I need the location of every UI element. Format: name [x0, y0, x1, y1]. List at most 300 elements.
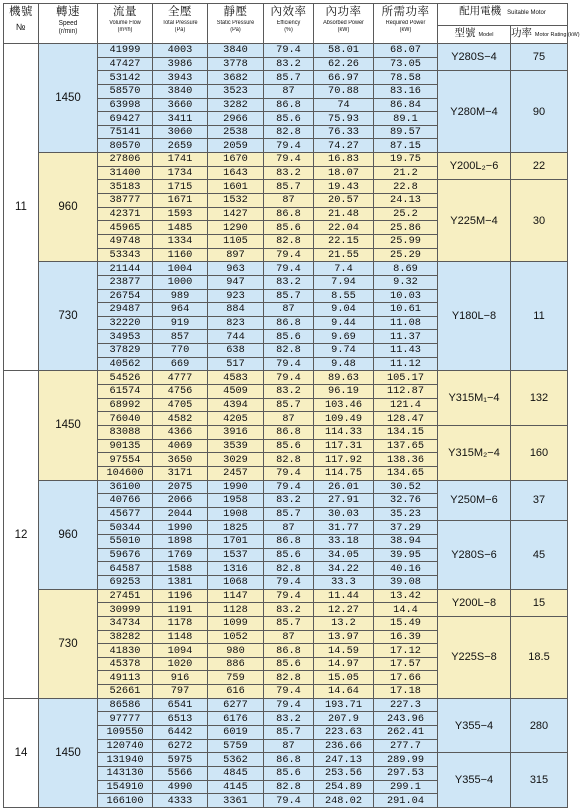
efficiency-cell: 79.4 [264, 262, 314, 276]
total-pressure-cell: 4003 [153, 44, 208, 58]
efficiency-cell: 83.2 [264, 275, 314, 289]
motor-model-cell: Y200L−8 [438, 589, 511, 616]
flow-cell: 109550 [98, 726, 153, 740]
required-power-cell: 89.57 [374, 125, 438, 139]
total-pressure-cell: 1196 [153, 589, 208, 603]
required-power-cell: 25.2 [374, 207, 438, 221]
header-total-pressure-sub: Total Pressure [162, 19, 198, 26]
efficiency-cell: 79.4 [264, 44, 314, 58]
header-speed-sub: Speed [58, 19, 78, 27]
flow-cell: 45677 [98, 507, 153, 521]
header-machine-label: 機號 [9, 6, 33, 18]
flow-cell: 104600 [98, 466, 153, 480]
static-pressure-cell: 1052 [208, 630, 264, 644]
absorbed-power-cell: 74.27 [314, 139, 374, 153]
efficiency-cell: 79.4 [264, 357, 314, 371]
required-power-cell: 15.49 [374, 616, 438, 630]
required-power-cell: 21.2 [374, 166, 438, 180]
speed-cell: 960 [39, 480, 98, 589]
speed-cell: 1450 [39, 371, 98, 480]
motor-model-cell: Y250M−6 [438, 480, 511, 521]
total-pressure-cell: 964 [153, 303, 208, 317]
efficiency-cell: 87 [264, 194, 314, 208]
header-static-pressure-sub: Static Pressure [216, 19, 255, 26]
flow-cell: 68992 [98, 398, 153, 412]
static-pressure-cell: 4845 [208, 766, 264, 780]
motor-rating-cell: 37 [511, 480, 568, 521]
required-power-cell: 39.95 [374, 548, 438, 562]
total-pressure-cell: 4582 [153, 412, 208, 426]
efficiency-cell: 85.7 [264, 726, 314, 740]
efficiency-cell: 87 [264, 739, 314, 753]
required-power-cell: 291.04 [374, 794, 438, 808]
efficiency-cell: 85.6 [264, 657, 314, 671]
required-power-cell: 277.7 [374, 739, 438, 753]
static-pressure-cell: 1701 [208, 535, 264, 549]
total-pressure-cell: 5975 [153, 753, 208, 767]
required-power-cell: 10.03 [374, 289, 438, 303]
efficiency-cell: 79.4 [264, 698, 314, 712]
efficiency-cell: 85.6 [264, 766, 314, 780]
flow-cell: 26754 [98, 289, 153, 303]
flow-cell: 31400 [98, 166, 153, 180]
efficiency-cell: 82.8 [264, 453, 314, 467]
total-pressure-cell: 3650 [153, 453, 208, 467]
flow-cell: 45965 [98, 221, 153, 235]
motor-model-cell: Y225S−8 [438, 616, 511, 698]
static-pressure-cell: 897 [208, 248, 264, 262]
static-pressure-cell: 1825 [208, 521, 264, 535]
header-model-label: 型號 [454, 27, 476, 39]
flow-cell: 58570 [98, 84, 153, 98]
header-total-pressure [153, 4, 208, 44]
total-pressure-cell: 3840 [153, 84, 208, 98]
motor-rating-cell: 11 [511, 262, 568, 371]
required-power-cell: 243.96 [374, 712, 438, 726]
total-pressure-cell: 1898 [153, 535, 208, 549]
total-pressure-cell: 4756 [153, 385, 208, 399]
static-pressure-cell: 823 [208, 316, 264, 330]
efficiency-cell: 85.7 [264, 71, 314, 85]
header-static-pressure [208, 4, 264, 44]
total-pressure-cell: 5566 [153, 766, 208, 780]
motor-model-cell: Y200L₂−6 [438, 153, 511, 180]
total-pressure-cell: 3411 [153, 112, 208, 126]
absorbed-power-cell: 34.05 [314, 548, 374, 562]
static-pressure-cell: 886 [208, 657, 264, 671]
efficiency-cell: 83.2 [264, 385, 314, 399]
required-power-cell: 134.15 [374, 425, 438, 439]
total-pressure-cell: 1004 [153, 262, 208, 276]
static-pressure-cell: 517 [208, 357, 264, 371]
absorbed-power-cell: 13.97 [314, 630, 374, 644]
header-required-power-unit: (kW) [399, 26, 412, 33]
efficiency-cell: 86.8 [264, 753, 314, 767]
efficiency-cell: 85.6 [264, 112, 314, 126]
table-row [4, 589, 568, 603]
static-pressure-cell: 1128 [208, 603, 264, 617]
required-power-cell: 37.29 [374, 521, 438, 535]
total-pressure-cell: 797 [153, 685, 208, 699]
header-machine-sub: № [15, 21, 27, 32]
flow-cell: 76040 [98, 412, 153, 426]
efficiency-cell: 79.4 [264, 371, 314, 385]
table-row [4, 371, 568, 385]
flow-cell: 61574 [98, 385, 153, 399]
static-pressure-cell: 1099 [208, 616, 264, 630]
total-pressure-cell: 916 [153, 671, 208, 685]
header-required-power-sub: Required Power [385, 19, 426, 26]
total-pressure-cell: 1334 [153, 234, 208, 248]
efficiency-cell: 87 [264, 412, 314, 426]
static-pressure-cell: 1990 [208, 480, 264, 494]
motor-model-cell: Y280M−4 [438, 71, 511, 153]
static-pressure-cell: 4394 [208, 398, 264, 412]
flow-cell: 120740 [98, 739, 153, 753]
efficiency-cell: 79.4 [264, 589, 314, 603]
motor-rating-cell: 18.5 [511, 616, 568, 698]
absorbed-power-cell: 33.3 [314, 575, 374, 589]
required-power-cell: 8.69 [374, 262, 438, 276]
motor-rating-cell: 160 [511, 425, 568, 480]
efficiency-cell: 85.7 [264, 398, 314, 412]
static-pressure-cell: 1670 [208, 153, 264, 167]
flow-cell: 40562 [98, 357, 153, 371]
header-model-group [438, 26, 510, 42]
flow-cell: 38777 [98, 194, 153, 208]
required-power-cell: 11.43 [374, 344, 438, 358]
required-power-cell: 38.94 [374, 535, 438, 549]
required-power-cell: 10.61 [374, 303, 438, 317]
total-pressure-cell: 6541 [153, 698, 208, 712]
absorbed-power-cell: 117.92 [314, 453, 374, 467]
required-power-cell: 134.65 [374, 466, 438, 480]
header-flow [98, 4, 153, 44]
total-pressure-cell: 1191 [153, 603, 208, 617]
static-pressure-cell: 3916 [208, 425, 264, 439]
absorbed-power-cell: 75.93 [314, 112, 374, 126]
total-pressure-cell: 4705 [153, 398, 208, 412]
flow-cell: 154910 [98, 780, 153, 794]
fan-performance-sheet [3, 3, 580, 808]
efficiency-cell: 85.6 [264, 439, 314, 453]
static-pressure-cell: 1532 [208, 194, 264, 208]
header-flow-sub: Volume Flow [109, 19, 141, 26]
efficiency-cell: 87 [264, 521, 314, 535]
static-pressure-cell: 4509 [208, 385, 264, 399]
absorbed-power-cell: 22.15 [314, 234, 374, 248]
required-power-cell: 9.32 [374, 275, 438, 289]
absorbed-power-cell: 27.91 [314, 494, 374, 508]
total-pressure-cell: 2044 [153, 507, 208, 521]
flow-cell: 42371 [98, 207, 153, 221]
efficiency-cell: 82.8 [264, 671, 314, 685]
absorbed-power-cell: 74 [314, 98, 374, 112]
header-efficiency-unit: (%) [284, 26, 293, 33]
efficiency-cell: 79.4 [264, 575, 314, 589]
header-motor-group [438, 6, 567, 17]
total-pressure-cell: 1588 [153, 562, 208, 576]
required-power-cell: 299.1 [374, 780, 438, 794]
static-pressure-cell: 744 [208, 330, 264, 344]
efficiency-cell: 85.7 [264, 180, 314, 194]
machine-number-cell: 14 [4, 698, 39, 807]
flow-cell: 29487 [98, 303, 153, 317]
required-power-cell: 112.87 [374, 385, 438, 399]
motor-rating-cell: 280 [511, 698, 568, 753]
total-pressure-cell: 6513 [153, 712, 208, 726]
absorbed-power-cell: 114.33 [314, 425, 374, 439]
speed-cell: 1450 [39, 698, 98, 807]
speed-cell: 960 [39, 153, 98, 262]
absorbed-power-cell: 11.44 [314, 589, 374, 603]
header-rating-group [511, 26, 580, 42]
motor-model-cell: Y280S−4 [438, 44, 511, 71]
required-power-cell: 30.52 [374, 480, 438, 494]
static-pressure-cell: 1105 [208, 234, 264, 248]
static-pressure-cell: 638 [208, 344, 264, 358]
absorbed-power-cell: 20.57 [314, 194, 374, 208]
efficiency-cell: 85.6 [264, 330, 314, 344]
required-power-cell: 25.86 [374, 221, 438, 235]
static-pressure-cell: 980 [208, 644, 264, 658]
static-pressure-cell: 5759 [208, 739, 264, 753]
absorbed-power-cell: 223.63 [314, 726, 374, 740]
flow-cell: 37829 [98, 344, 153, 358]
required-power-cell: 89.1 [374, 112, 438, 126]
absorbed-power-cell: 7.4 [314, 262, 374, 276]
flow-cell: 35183 [98, 180, 153, 194]
total-pressure-cell: 989 [153, 289, 208, 303]
absorbed-power-cell: 247.13 [314, 753, 374, 767]
total-pressure-cell: 3060 [153, 125, 208, 139]
required-power-cell: 227.3 [374, 698, 438, 712]
efficiency-cell: 83.2 [264, 57, 314, 71]
efficiency-cell: 86.8 [264, 316, 314, 330]
flow-cell: 41999 [98, 44, 153, 58]
header-rating-label: 功率 [511, 27, 532, 39]
motor-rating-cell: 22 [511, 153, 568, 180]
required-power-cell: 11.12 [374, 357, 438, 371]
flow-cell: 86586 [98, 698, 153, 712]
absorbed-power-cell: 21.48 [314, 207, 374, 221]
total-pressure-cell: 4069 [153, 439, 208, 453]
motor-rating-cell: 75 [511, 44, 568, 71]
flow-cell: 53343 [98, 248, 153, 262]
absorbed-power-cell: 26.01 [314, 480, 374, 494]
required-power-cell: 87.15 [374, 139, 438, 153]
flow-cell: 63998 [98, 98, 153, 112]
static-pressure-cell: 4145 [208, 780, 264, 794]
required-power-cell: 40.16 [374, 562, 438, 576]
header-motor-label: 配用電機 [459, 5, 502, 17]
required-power-cell: 289.99 [374, 753, 438, 767]
static-pressure-cell: 1427 [208, 207, 264, 221]
required-power-cell: 121.4 [374, 398, 438, 412]
total-pressure-cell: 1178 [153, 616, 208, 630]
static-pressure-cell: 1316 [208, 562, 264, 576]
static-pressure-cell: 3361 [208, 794, 264, 808]
absorbed-power-cell: 8.55 [314, 289, 374, 303]
flow-cell: 59676 [98, 548, 153, 562]
static-pressure-cell: 6019 [208, 726, 264, 740]
absorbed-power-cell: 31.77 [314, 521, 374, 535]
efficiency-cell: 79.4 [264, 139, 314, 153]
absorbed-power-cell: 14.97 [314, 657, 374, 671]
absorbed-power-cell: 109.49 [314, 412, 374, 426]
efficiency-cell: 86.8 [264, 207, 314, 221]
motor-model-cell: Y355−4 [438, 698, 511, 753]
static-pressure-cell: 4205 [208, 412, 264, 426]
header-required-power [374, 4, 438, 44]
absorbed-power-cell: 9.48 [314, 357, 374, 371]
static-pressure-cell: 3282 [208, 98, 264, 112]
required-power-cell: 39.08 [374, 575, 438, 589]
efficiency-cell: 79.4 [264, 685, 314, 699]
machine-number-cell: 12 [4, 371, 39, 698]
flow-cell: 32220 [98, 316, 153, 330]
static-pressure-cell: 616 [208, 685, 264, 699]
efficiency-cell: 87 [264, 303, 314, 317]
header-efficiency [264, 4, 314, 44]
flow-cell: 34953 [98, 330, 153, 344]
header-model [438, 26, 511, 44]
required-power-cell: 13.42 [374, 589, 438, 603]
efficiency-cell: 82.8 [264, 234, 314, 248]
efficiency-cell: 85.7 [264, 289, 314, 303]
absorbed-power-cell: 14.64 [314, 685, 374, 699]
static-pressure-cell: 3029 [208, 453, 264, 467]
required-power-cell: 17.18 [374, 685, 438, 699]
motor-rating-cell: 30 [511, 180, 568, 262]
required-power-cell: 25.29 [374, 248, 438, 262]
header-static-pressure-label: 靜壓 [223, 6, 248, 18]
required-power-cell: 32.76 [374, 494, 438, 508]
efficiency-cell: 79.4 [264, 248, 314, 262]
motor-model-cell: Y315M₂−4 [438, 425, 511, 480]
absorbed-power-cell: 66.97 [314, 71, 374, 85]
total-pressure-cell: 669 [153, 357, 208, 371]
flow-cell: 90135 [98, 439, 153, 453]
total-pressure-cell: 3943 [153, 71, 208, 85]
flow-cell: 27451 [98, 589, 153, 603]
efficiency-cell: 83.2 [264, 494, 314, 508]
total-pressure-cell: 4990 [153, 780, 208, 794]
motor-rating-cell: 45 [511, 521, 568, 589]
flow-cell: 69427 [98, 112, 153, 126]
static-pressure-cell: 2538 [208, 125, 264, 139]
required-power-cell: 137.65 [374, 439, 438, 453]
flow-cell: 27806 [98, 153, 153, 167]
header-total-pressure-unit: (Pa) [174, 26, 186, 33]
efficiency-cell: 85.7 [264, 616, 314, 630]
total-pressure-cell: 4333 [153, 794, 208, 808]
flow-cell: 49748 [98, 234, 153, 248]
efficiency-cell: 85.7 [264, 507, 314, 521]
required-power-cell: 68.07 [374, 44, 438, 58]
required-power-cell: 14.4 [374, 603, 438, 617]
efficiency-cell: 82.8 [264, 344, 314, 358]
static-pressure-cell: 2966 [208, 112, 264, 126]
flow-cell: 38282 [98, 630, 153, 644]
static-pressure-cell: 6277 [208, 698, 264, 712]
static-pressure-cell: 2059 [208, 139, 264, 153]
absorbed-power-cell: 34.22 [314, 562, 374, 576]
absorbed-power-cell: 89.63 [314, 371, 374, 385]
absorbed-power-cell: 14.59 [314, 644, 374, 658]
absorbed-power-cell: 236.66 [314, 739, 374, 753]
header-speed-label: 轉速 [56, 6, 80, 18]
efficiency-cell: 82.8 [264, 562, 314, 576]
speed-cell: 1450 [39, 44, 98, 153]
table-row [4, 153, 568, 167]
static-pressure-cell: 5362 [208, 753, 264, 767]
absorbed-power-cell: 96.19 [314, 385, 374, 399]
total-pressure-cell: 4777 [153, 371, 208, 385]
table-row [4, 44, 568, 58]
header-rating [511, 26, 580, 44]
efficiency-cell: 86.8 [264, 425, 314, 439]
total-pressure-cell: 919 [153, 316, 208, 330]
header-efficiency-sub: Efficiency [276, 19, 301, 26]
required-power-cell: 11.08 [374, 316, 438, 330]
total-pressure-cell: 1990 [153, 521, 208, 535]
efficiency-cell: 86.8 [264, 535, 314, 549]
required-power-cell: 73.05 [374, 57, 438, 71]
flow-cell: 80570 [98, 139, 153, 153]
efficiency-cell: 79.4 [264, 794, 314, 808]
absorbed-power-cell: 21.55 [314, 248, 374, 262]
motor-model-cell: Y315M₁−4 [438, 371, 511, 426]
total-pressure-cell: 857 [153, 330, 208, 344]
efficiency-cell: 79.4 [264, 480, 314, 494]
absorbed-power-cell: 248.02 [314, 794, 374, 808]
flow-cell: 131940 [98, 753, 153, 767]
efficiency-cell: 86.8 [264, 644, 314, 658]
total-pressure-cell: 1741 [153, 153, 208, 167]
static-pressure-cell: 759 [208, 671, 264, 685]
required-power-cell: 105.17 [374, 371, 438, 385]
total-pressure-cell: 6442 [153, 726, 208, 740]
static-pressure-cell: 3539 [208, 439, 264, 453]
absorbed-power-cell: 193.71 [314, 698, 374, 712]
absorbed-power-cell: 15.05 [314, 671, 374, 685]
flow-cell: 166100 [98, 794, 153, 808]
required-power-cell: 262.41 [374, 726, 438, 740]
required-power-cell: 19.75 [374, 153, 438, 167]
total-pressure-cell: 1094 [153, 644, 208, 658]
static-pressure-cell: 3682 [208, 71, 264, 85]
total-pressure-cell: 2659 [153, 139, 208, 153]
total-pressure-cell: 1715 [153, 180, 208, 194]
static-pressure-cell: 1537 [208, 548, 264, 562]
static-pressure-cell: 947 [208, 275, 264, 289]
static-pressure-cell: 3778 [208, 57, 264, 71]
required-power-cell: 35.23 [374, 507, 438, 521]
efficiency-cell: 87 [264, 84, 314, 98]
absorbed-power-cell: 9.74 [314, 344, 374, 358]
efficiency-cell: 83.2 [264, 712, 314, 726]
efficiency-cell: 82.8 [264, 780, 314, 794]
total-pressure-cell: 1769 [153, 548, 208, 562]
header-speed [39, 4, 98, 44]
flow-cell: 52661 [98, 685, 153, 699]
required-power-cell: 25.99 [374, 234, 438, 248]
total-pressure-cell: 1593 [153, 207, 208, 221]
absorbed-power-cell: 207.9 [314, 712, 374, 726]
total-pressure-cell: 1148 [153, 630, 208, 644]
required-power-cell: 11.37 [374, 330, 438, 344]
